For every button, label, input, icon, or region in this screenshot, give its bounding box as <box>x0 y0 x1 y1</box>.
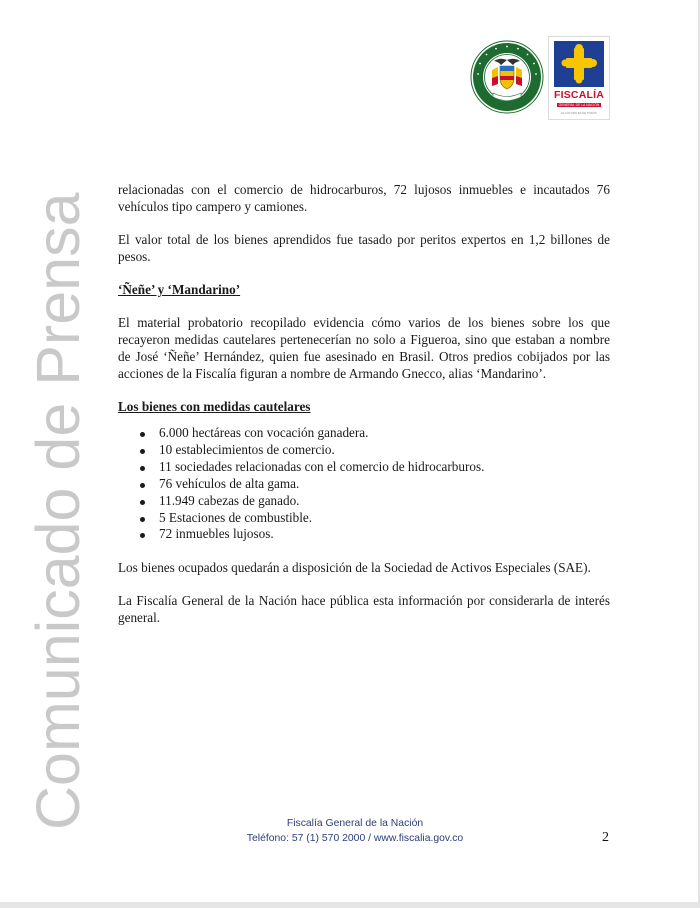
fiscalia-logo <box>548 36 610 120</box>
puzzle-piece-icon <box>554 41 604 87</box>
footer-contact: Teléfono: 57 (1) 570 2000 / www.fiscalia.gov.co <box>246 833 464 844</box>
list-item: 11 sociedades relacionadas con el comercio de hidrocarburos. <box>140 459 610 476</box>
fiscalia-logo-tagline: EL FUTURO ES DE TODOS <box>561 111 597 115</box>
section-heading-assets-list: Los bienes con medidas cautelares <box>118 399 311 414</box>
list-item: 6.000 hectáreas con vocación ganadera. <box>140 425 610 442</box>
list-item: 72 inmuebles lujosos. <box>140 526 610 543</box>
footer-org-name: Fiscalía General de la Nación <box>286 818 424 829</box>
fiscalia-logo-subtitle: GENERAL DE LA NACIÓN <box>558 103 600 107</box>
list-item: 5 Estaciones de combustible. <box>140 510 610 527</box>
footer <box>230 816 480 846</box>
section-heading-nene-mandarino: ‘Ñeñe’ y ‘Mandarino’ <box>118 282 241 297</box>
press-release-body <box>118 181 610 626</box>
fiscalia-logo-emblem <box>554 41 604 87</box>
paragraph-sae: Los bienes ocupados quedarán a disposición de la Sociedad de Activos Especiales (SAE). <box>118 560 591 576</box>
paragraph-total-value: El valor total de los bienes aprendidos fue tasado por peritos expertos en 1,2 billones de pesos. <box>118 232 610 264</box>
watermark-comunicado <box>22 160 94 830</box>
list-item: 10 establecimientos de comercio. <box>140 442 610 459</box>
paragraph-public-interest: La Fiscalía General de la Nación hace pública esta información por considerarla de interés general. <box>118 593 610 626</box>
assets-bullet-list <box>118 425 610 543</box>
paragraph-assets-summary: relacionadas con el comercio de hidrocarburos, 72 lujosos inmuebles e incautados 76 vehículos tipo campero y camiones. <box>118 182 610 214</box>
fiscalia-logo-word: FISCALÍA <box>553 89 604 101</box>
list-item: 11.949 cabezas de ganado. <box>140 493 610 510</box>
list-item: 76 vehículos de alta gama. <box>140 476 610 493</box>
page-number: 2 <box>602 830 609 845</box>
paragraph-evidence: El material probatorio recopilado evidencia cómo varios de los bienes sobre los que recayeron medidas cautelares pertenecerían no solo a Figueroa, sino que estaban a nombre de José ‘Ñeñe’ Hernández, quien fue asesinado en Brasil. Otros predios cobijados por las acciones de la Fiscalía figuran a nombre de Armando Gnecco, alias ‘Mandarino’. <box>118 315 610 381</box>
policia-seal-logo <box>470 40 544 114</box>
watermark-text: Comunicado de Prensa <box>24 192 92 830</box>
